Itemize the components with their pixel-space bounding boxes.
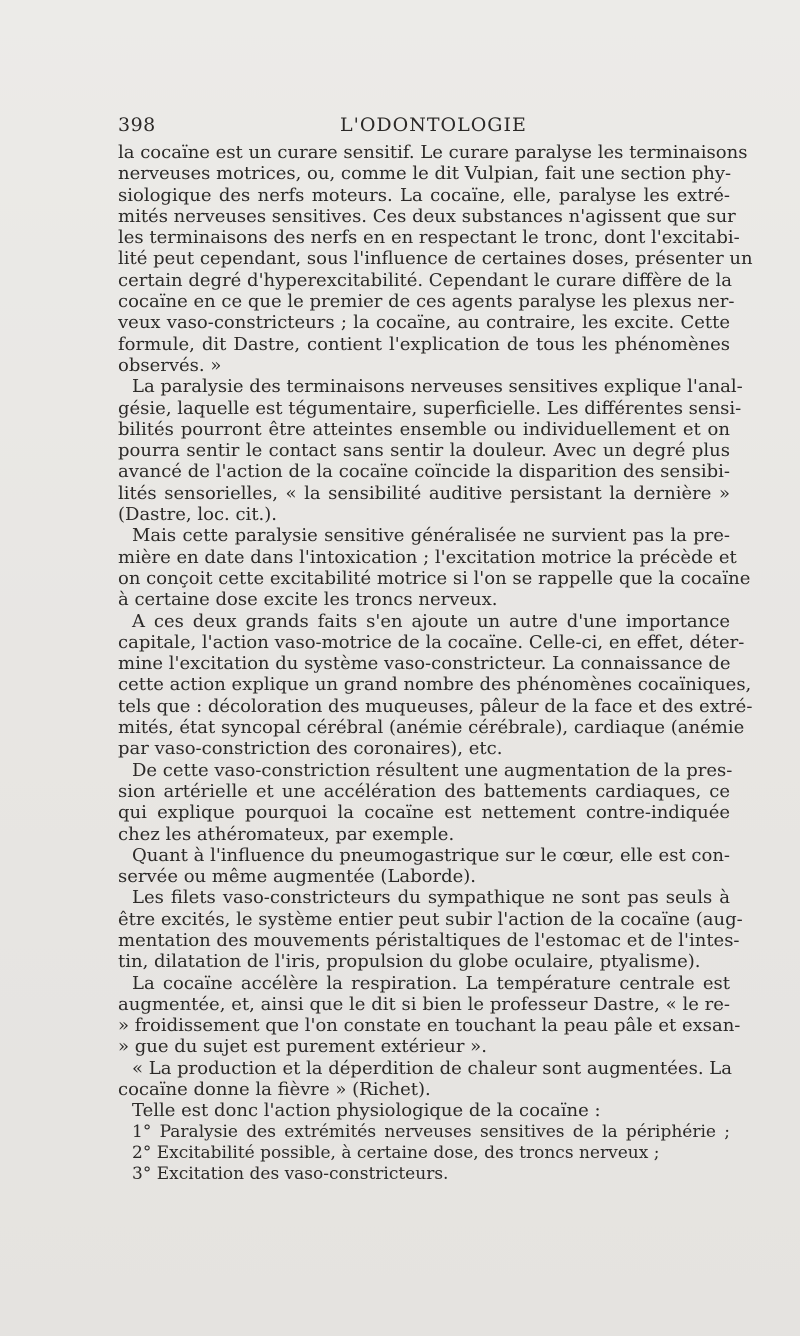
text-line: 2° Excitabilité possible, à certaine dose, des troncs nerveux ; — [132, 1142, 660, 1163]
text-line: cocaïne en ce que le premier de ces agents paralyse les plexus ner- — [118, 291, 735, 313]
text-line: lités sensorielles, « la sensibilité auditive persistant la dernière » — [118, 482, 730, 504]
page-number: 398 — [118, 114, 156, 136]
text-line: (Dastre, loc. cit.). — [118, 504, 278, 526]
text-line: cocaïne donne la fièvre » (Richet). — [118, 1079, 431, 1101]
text-line: gésie, laquelle est tégumentaire, superficielle. Les différentes sensi- — [118, 397, 742, 419]
text-line: mière en date dans l'intoxication ; l'excitation motrice la précède et — [118, 546, 737, 568]
text-line: par vaso-constriction des coronaires), etc. — [118, 738, 503, 760]
text-line: 3° Excitation des vaso-constricteurs. — [132, 1164, 449, 1185]
text-line: Les filets vaso-constricteurs du sympathique ne sont pas seuls à — [132, 887, 730, 909]
text-line: siologique des nerfs moteurs. La cocaïne, elle, paralyse les extré- — [118, 184, 730, 206]
text-line: avancé de l'action de la cocaïne coïncide la disparition des sensibi- — [118, 461, 730, 483]
text-line: mine l'excitation du système vaso-constricteur. La connaissance de — [118, 653, 731, 675]
text-line: mités, état syncopal cérébral (anémie cérébrale), cardiaque (anémie — [118, 717, 745, 739]
text-line: capitale, l'action vaso-motrice de la cocaïne. Celle-ci, en effet, déter- — [118, 631, 745, 653]
text-line: être excités, le système entier peut subir l'action de la cocaïne (aug- — [118, 908, 743, 930]
text-line: mités nerveuses sensitives. Ces deux substances n'agissent que sur — [118, 205, 736, 227]
text-line: Mais cette paralysie sensitive généralisée ne survient pas la pre- — [132, 525, 730, 547]
text-line: Telle est donc l'action physiologique de la cocaïne : — [132, 1100, 601, 1122]
page-header — [118, 110, 730, 140]
text-line: sion artérielle et une accélération des battements cardiaques, ce — [118, 780, 730, 802]
text-line: veux vaso-constricteurs ; la cocaïne, au contraire, les excite. Cette — [118, 312, 730, 334]
text-line: observés. » — [118, 354, 222, 376]
text-line: chez les athéromateux, par exemple. — [118, 823, 455, 845]
text-line: on conçoit cette excitabilité motrice si l'on se rappelle que la cocaïne — [118, 567, 751, 589]
text-line: à certaine dose excite les troncs nerveux. — [118, 589, 498, 611]
text-line: servée ou même augmentée (Laborde). — [118, 866, 477, 888]
text-line: les terminaisons des nerfs en en respectant le tronc, dont l'excitabi- — [118, 227, 740, 249]
text-line: pourra sentir le contact sans sentir la douleur. Avec un degré plus — [118, 440, 730, 462]
text-line: 1° Paralysie des extrémités nerveuses sensitives de la périphérie ; — [132, 1121, 730, 1142]
text-line: tin, dilatation de l'iris, propulsion du globe oculaire, ptyalisme). — [118, 951, 701, 973]
text-line: » gue du sujet est purement extérieur ». — [118, 1036, 487, 1058]
text-line: qui explique pourquoi la cocaïne est nettement contre-indiquée — [118, 802, 730, 824]
text-line: formule, dit Dastre, contient l'explication de tous les phénomènes — [118, 333, 730, 355]
text-line: » froidissement que l'on constate en touchant la peau pâle et exsan- — [118, 1015, 741, 1037]
text-line: A ces deux grands faits s'en ajoute un autre d'une importance — [132, 610, 730, 632]
text-line: « La production et la déperdition de chaleur sont augmentées. La — [132, 1057, 732, 1079]
running-head: L'ODONTOLOGIE — [340, 114, 527, 136]
text-line: bilités pourront être atteintes ensemble ou individuellement et on — [118, 418, 730, 440]
text-line: augmentée, et, ainsi que le dit si bien le professeur Dastre, « le re- — [118, 993, 730, 1015]
text-line: De cette vaso-constriction résultent une augmentation de la pres- — [132, 759, 733, 781]
text-line: La cocaïne accélère la respiration. La température centrale est — [132, 972, 730, 994]
text-line: mentation des mouvements péristaltiques de l'estomac et de l'intes- — [118, 929, 740, 951]
text-line: lité peut cependant, sous l'influence de certaines doses, présenter un — [118, 248, 753, 270]
text-line: tels que : décoloration des muqueuses, pâleur de la face et des extré- — [118, 695, 753, 717]
text-line: Quant à l'influence du pneumogastrique sur le cœur, elle est con- — [132, 844, 730, 866]
text-line: cette action explique un grand nombre des phénomènes cocaïniques, — [118, 674, 752, 696]
text-line: nerveuses motrices, ou, comme le dit Vulpian, fait une section phy- — [118, 163, 732, 185]
text-line: la cocaïne est un curare sensitif. Le curare paralyse les terminaisons — [118, 142, 748, 163]
text-line: certain degré d'hyperexcitabilité. Cependant le curare diffère de la — [118, 269, 732, 291]
text-line: La paralysie des terminaisons nerveuses sensitives explique l'anal- — [132, 376, 743, 398]
body-text — [118, 142, 753, 1186]
